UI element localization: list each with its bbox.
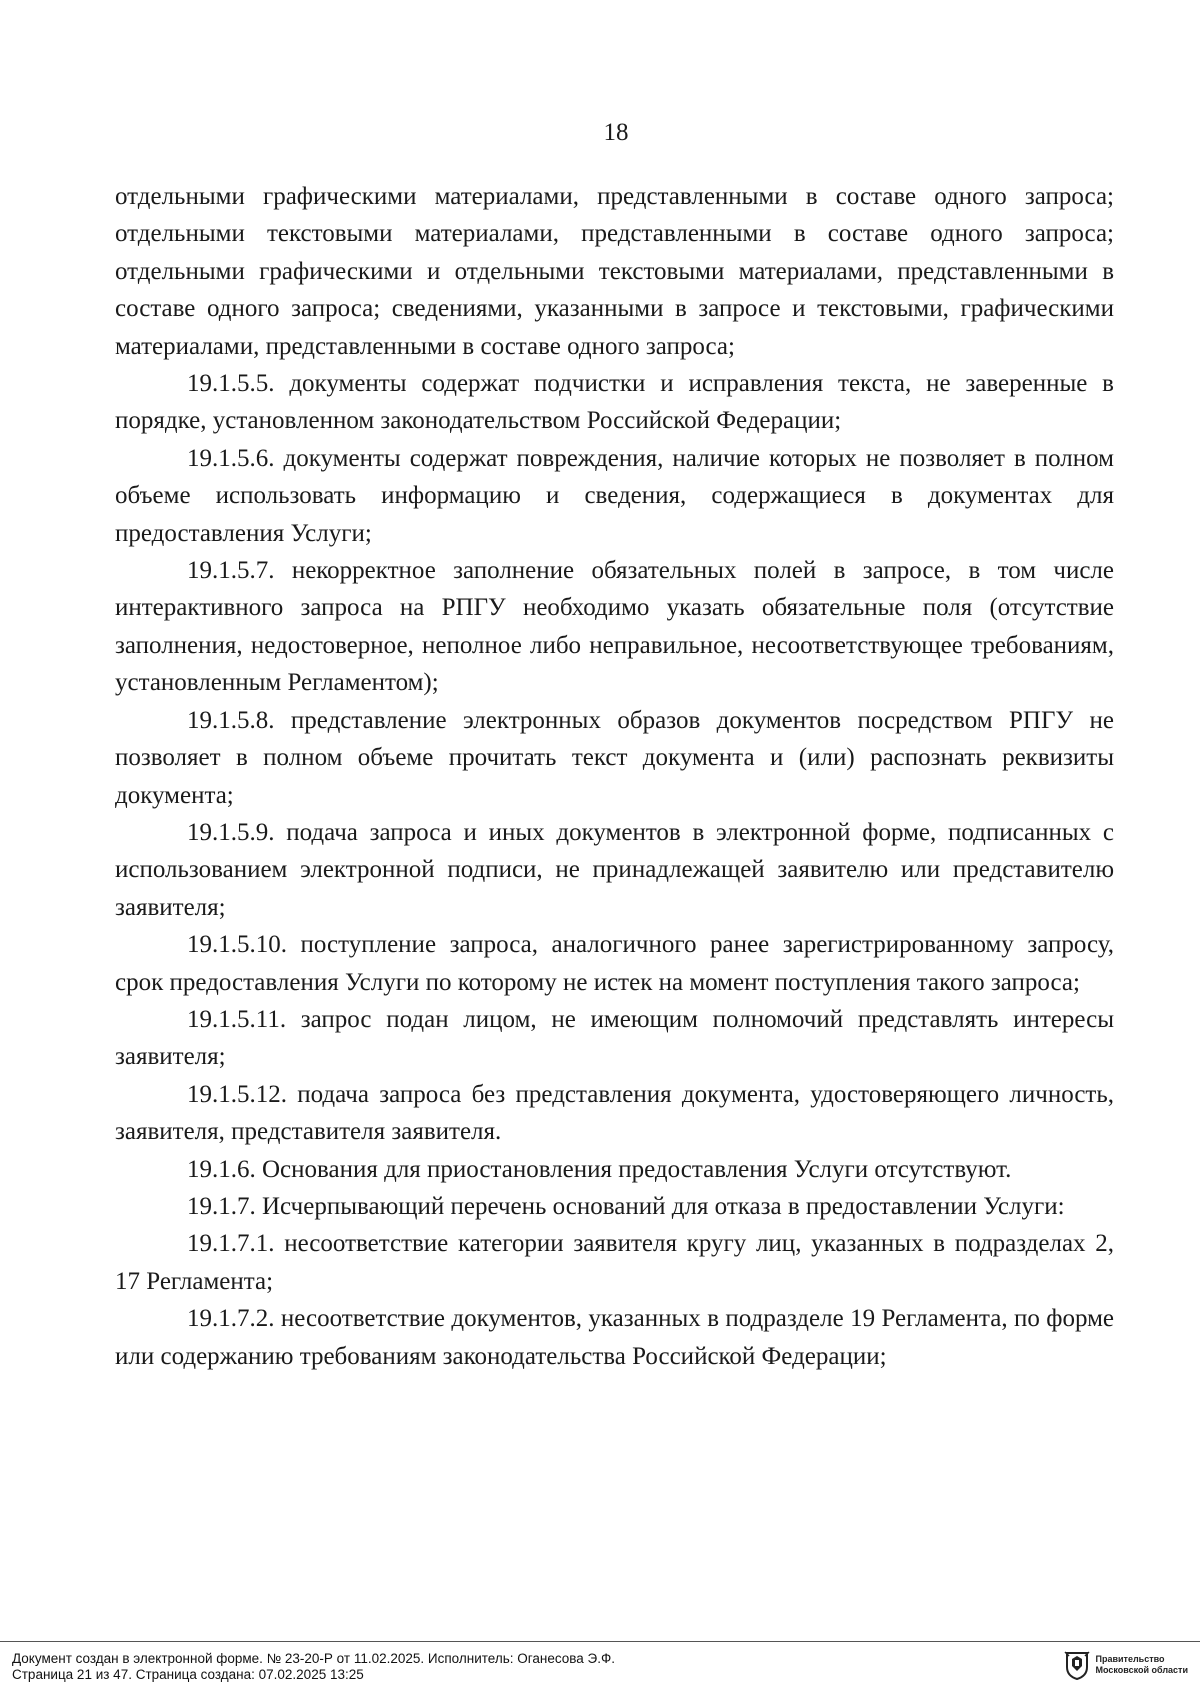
paragraph-19-1-5-5: 19.1.5.5. документы содержат подчистки и исправления текста, не заверенные в порядке, установленном законодательством Российской Федерации;	[115, 370, 1114, 435]
paragraph-19-1-7-2: 19.1.7.2. несоответствие документов, указанных в подразделе 19 Регламента, по форме или содержанию требованиям законодательства Российской Федерации;	[115, 1305, 1114, 1370]
logo-caption-line2: Московской области	[1095, 1665, 1188, 1675]
paragraph-19-1-7: 19.1.7. Исчерпывающий перечень оснований для отказа в предоставлении Услуги:	[187, 1192, 1065, 1220]
coat-of-arms-icon	[1064, 1650, 1090, 1680]
paragraph-19-1-5-8: 19.1.5.8. представление электронных образов документов посредством РПГУ не позволяет в полном объеме прочитать текст документа и (или) распознать реквизиты документа;	[115, 706, 1114, 809]
paragraph-19-1-5-11: 19.1.5.11. запрос подан лицом, не имеющим полномочий представлять интересы заявителя;	[115, 1005, 1114, 1071]
paragraph-19-1-5-9: 19.1.5.9. подача запроса и иных документов в электронной форме, подписанных с использованием электронной подписи, не принадлежащей заявителю или представителю заявителя;	[115, 818, 1114, 921]
paragraph-19-1-5-12: 19.1.5.12. подача запроса без представления документа, удостоверяющего личность, заявителя, представителя заявителя.	[115, 1080, 1114, 1146]
paragraph-continuation: отдельными графическими материалами, представленными в составе одного запроса; отдельными текстовыми материалами, представленными в составе одного запроса; отдельными графическими и отдельными текстовыми материалами, представленными в составе одного запроса; сведениями, указанными в запросе и текстовыми, графическими материалами, представленными в составе одного запроса;	[115, 183, 1114, 360]
document-footer	[0, 1641, 1200, 1698]
paragraph-19-1-6: 19.1.6. Основания для приостановления предоставления Услуги отсутствуют.	[187, 1155, 1012, 1183]
paragraph-19-1-5-6: 19.1.5.6. документы содержат повреждения, наличие которых не позволяет в полном объеме использовать информацию и сведения, содержащиеся в документах для предоставления Услуги;	[115, 444, 1114, 547]
logo-caption-line1: Правительство	[1095, 1654, 1165, 1664]
footer-document-line: Документ создан в электронной форме. № 23-20-Р от 11.02.2025. Исполнитель: Оганесова Э.Ф.	[12, 1651, 615, 1666]
footer-divider	[0, 1641, 1200, 1642]
page-number: 18	[603, 119, 629, 146]
government-logo	[1064, 1650, 1189, 1680]
paragraph-19-1-7-1: 19.1.7.1. несоответствие категории заявителя кругу лиц, указанных в подразделах 2, 17 Регламента;	[115, 1230, 1114, 1295]
paragraph-19-1-5-7: 19.1.5.7. некорректное заполнение обязательных полей в запросе, в том числе интерактивного запроса на РПГУ необходимо указать обязательные поля (отсутствие заполнения, недостоверное, неполное либо неправильное, несоответствующее требованиям, установленным Регламентом);	[115, 557, 1114, 697]
footer-page-line: Страница 21 из 47. Страница создана: 07.02.2025 13:25	[12, 1667, 364, 1682]
paragraph-19-1-5-10: 19.1.5.10. поступление запроса, аналогичного ранее зарегистрированному запросу, срок предоставления Услуги по которому не истек на момент поступления такого запроса;	[115, 931, 1114, 996]
document-body	[115, 178, 1114, 1375]
footer-info	[12, 1651, 615, 1683]
logo-caption	[1096, 1654, 1189, 1676]
